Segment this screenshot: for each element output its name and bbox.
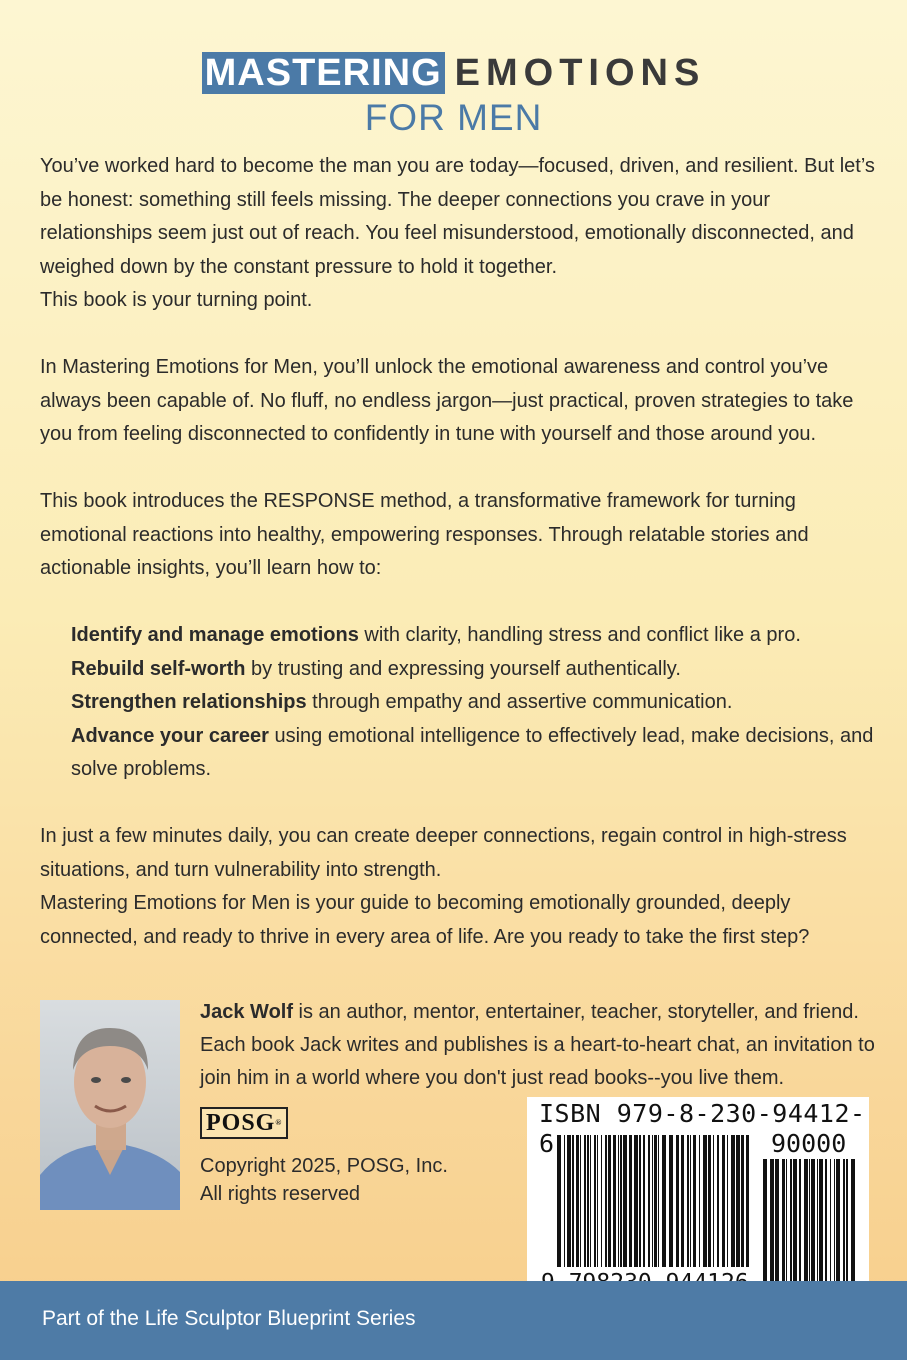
- copyright-line: Copyright 2025, POSG, Inc.: [200, 1155, 448, 1177]
- barcode-bar: [786, 1159, 787, 1287]
- book-subtitle: FOR MEN: [364, 97, 543, 138]
- isbn-barcode: [527, 1097, 869, 1303]
- barcode-bar: [851, 1159, 855, 1287]
- barcode-bar: [782, 1159, 785, 1287]
- author-bio: [200, 996, 880, 1095]
- book-title: [0, 52, 907, 94]
- benefit-list: [40, 619, 880, 787]
- barcode-bar: [811, 1159, 815, 1287]
- title-highlight: MASTERING: [202, 52, 445, 94]
- barcode-bar: [790, 1159, 792, 1287]
- paragraph-daily: In just a few minutes daily, you can create deeper connections, regain control in high-stress situations, and turn vulnerability into strength.: [40, 825, 847, 881]
- paragraph-method: This book introduces the RESPONSE method, a transformative framework for turning emotional reactions into healthy, empowering responses. Through relatable stories and actionable insights, you’ll learn how to:: [40, 490, 809, 579]
- copyright-block: [200, 1152, 448, 1208]
- blurb: [40, 150, 880, 954]
- barcode-bar: [830, 1159, 831, 1287]
- barcode-bar: [843, 1159, 845, 1287]
- barcode-bar: [836, 1159, 840, 1287]
- barcode-bar: [834, 1159, 835, 1287]
- list-item: Strengthen relationships through empathy and assertive communication.: [71, 691, 733, 713]
- title-rest: EMOTIONS: [454, 52, 706, 94]
- paragraph-unlock: In Mastering Emotions for Men, you’ll unlock the emotional awareness and control you’ve always been capable of. No fluff, no endless jargon—just practical, proven strategies to take you from feeling disconnected to confidently in tune with yourself and those around you.: [40, 356, 854, 445]
- barcode-bar: [819, 1159, 823, 1287]
- publisher-logo: POSG®: [200, 1107, 288, 1139]
- barcode-bar: [793, 1159, 797, 1287]
- list-item: Advance your career using emotional intelligence to effectively lead, make decisions, and solve problems.: [71, 724, 874, 780]
- list-item: Identify and manage emotions with clarity, handling stress and conflict like a pro.: [71, 624, 801, 646]
- paragraph-guide: Mastering Emotions for Men is your guide to becoming emotionally grounded, deeply connected, and ready to thrive in every area of life. Are you ready to take the first step?: [40, 892, 810, 948]
- barcode-bar: [799, 1159, 801, 1287]
- barcode-bar: [825, 1159, 827, 1287]
- author-name: Jack Wolf: [200, 1001, 293, 1023]
- barcode-bar: [804, 1159, 808, 1287]
- rights-line: All rights reserved: [200, 1183, 361, 1205]
- barcode-bar: [809, 1159, 810, 1287]
- barcode-bar: [763, 1159, 767, 1287]
- paragraph-intro: You’ve worked hard to become the man you are today—focused, driven, and resilient. But let’s be honest: something still feels missing. The deeper connections you crave in your relationships seem just out of reach. You feel misunderstood, emotionally disconnected, and weighed down by the constant pressure to hold it together.: [40, 155, 875, 278]
- barcode-bar: [770, 1159, 774, 1287]
- list-item: Rebuild self-worth by trusting and expressing yourself authentically.: [71, 657, 681, 680]
- series-label: Part of the Life Sculptor Blueprint Series: [42, 1307, 416, 1330]
- paragraph-turning-point: This book is your turning point.: [40, 289, 313, 311]
- barcode-bar: [846, 1159, 848, 1287]
- barcode-bar: [775, 1159, 779, 1287]
- price-code: 90000: [771, 1129, 847, 1158]
- isbn-text: ISBN 979-8-230-94412-6: [539, 1099, 866, 1158]
- series-footer: [0, 1281, 907, 1360]
- barcode-bar: [817, 1159, 818, 1287]
- author-bio-text: is an author, mentor, entertainer, teacher, storyteller, and friend. Each book Jack writes and publishes is a heart-to-heart chat, an invitation to join him in a world where you don't just read books--you live them.: [200, 1001, 875, 1089]
- author-photo: [40, 1000, 180, 1210]
